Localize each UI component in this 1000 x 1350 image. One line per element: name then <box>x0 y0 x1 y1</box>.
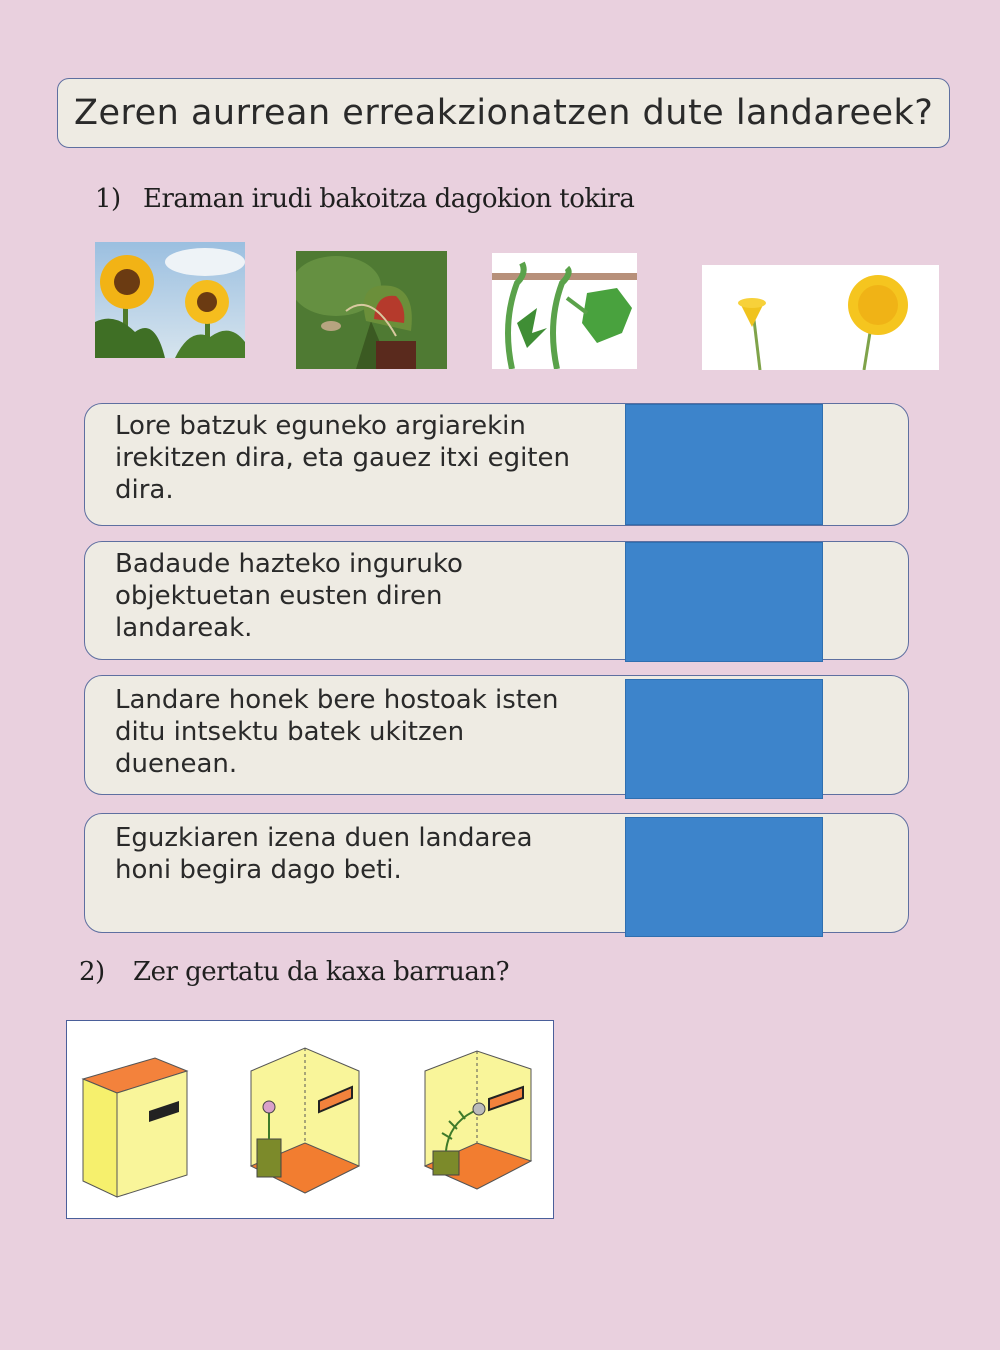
section-2-number: 2) <box>79 957 105 987</box>
section-1-text: Eraman irudi bakoitza dagokion tokira <box>143 184 635 214</box>
page-title: Zeren aurrean erreakzionatzen dute landareek? <box>74 93 934 133</box>
drop-zone-3[interactable] <box>625 679 823 799</box>
drop-zone-1[interactable] <box>625 404 823 525</box>
title-box <box>57 78 950 148</box>
box-with-straight-plant-icon <box>251 1048 359 1193</box>
section-1-number: 1) <box>95 184 121 214</box>
drop-zone-4[interactable] <box>625 817 823 937</box>
section-1-heading <box>95 184 634 214</box>
section-2-heading <box>79 957 509 987</box>
dandelion-image[interactable] <box>702 265 939 370</box>
sunflower-2-icon <box>185 280 229 324</box>
insect-icon <box>321 321 341 331</box>
box-experiment-image <box>66 1020 554 1219</box>
statement-text-3: Landare honek bere hostoak isten ditu intsektu batek ukitzen duenean. <box>115 685 559 779</box>
drop-zone-2[interactable] <box>625 542 823 662</box>
climbing-plant-image[interactable] <box>492 253 637 369</box>
sunflowers-image[interactable] <box>95 242 245 358</box>
dandelion-open-icon <box>848 275 908 335</box>
closed-box-icon <box>83 1058 187 1197</box>
box-with-bent-plant-icon <box>425 1051 531 1189</box>
section-2-text: Zer gertatu da kaxa barruan? <box>133 957 510 987</box>
statement-text-2: Badaude hazteko inguruko objektuetan eusten diren landareak. <box>115 549 463 643</box>
statement-text-1: Lore batzuk eguneko argiarekin irekitzen dira, eta gauez itxi egiten dira. <box>115 411 570 505</box>
sunflower-1-icon <box>100 255 154 309</box>
statement-text-4: Eguzkiaren izena duen landarea honi begira dago beti. <box>115 823 533 885</box>
venus-flytrap-image[interactable] <box>296 251 447 369</box>
